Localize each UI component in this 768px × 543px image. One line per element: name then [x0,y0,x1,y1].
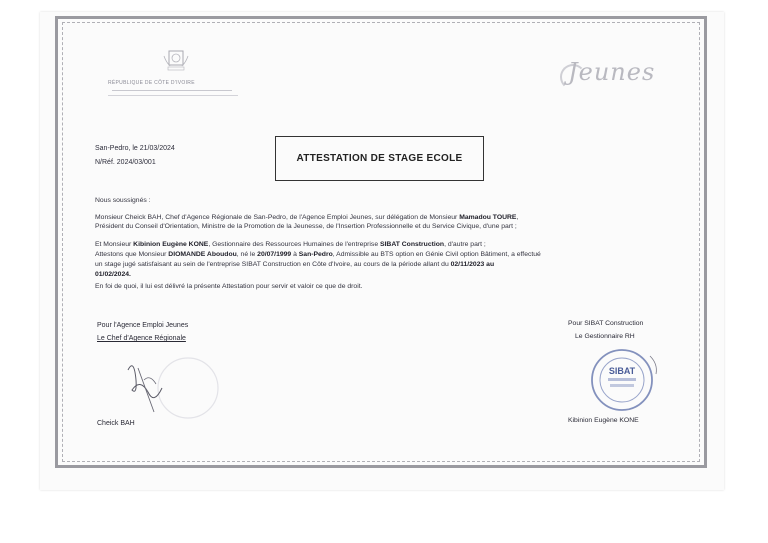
text-run: Monsieur Cheick BAH, Chef d'Agence Régionale de San-Pedro, de l'Agence Emploi Jeunes, sur délégation de Monsieur [95,214,460,221]
right-signatory-name: Kibinion Eugène KONE [568,417,639,424]
paragraph-2-line-3 [95,261,494,269]
birth-date: 20/07/1999 [257,251,292,258]
text-run: , [516,214,519,221]
paragraph-2-line-1 [95,241,486,249]
text-run: à [291,251,299,258]
birth-place: San-Pedro [298,251,333,258]
text-run: , Admissible au BTS option en Génie Civil option Bâtiment, a effectué [332,251,541,258]
closing-statement: En foi de quoi, il lui est délivré la présente Attestation pour servir et valoir ce que de droit. [95,283,363,290]
republic-label: RÉPUBLIQUE DE CÔTE D'IVOIRE [108,80,195,86]
coat-of-arms-icon [162,48,190,74]
handwritten-signature [110,350,240,420]
paragraph-2-line-2 [95,251,541,259]
hr-manager-name: Kibinion Eugène KONE [133,241,209,248]
text-run: Attestons que Monsieur [95,251,169,258]
header-rule-2 [108,95,238,96]
text-run: Et Monsieur [95,241,134,248]
company-name: SIBAT Construction [380,241,445,248]
text-run: , né le [236,251,258,258]
header-rule [112,90,232,91]
end-date: 01/02/2024. [95,271,131,278]
text-run: , d'autre part ; [444,241,486,248]
right-signatory-role: Le Gestionnaire RH [575,333,635,340]
brand-logo: Jeunes [568,58,656,86]
stamp-label: SIBAT [608,366,636,376]
start-date: 02/11/2023 [450,261,485,268]
delegate-name: Mamadou TOURE [459,214,517,221]
text-run: au [484,261,495,268]
paragraph-1-line-1 [95,214,518,222]
left-signatory-role: Le Chef d'Agence Régionale [97,335,186,342]
reference-line: N/Réf. 2024/03/001 [95,159,156,166]
text-run: un stage jugé satisfaisant au sein de l'entreprise SIBAT Construction en Côte d'Ivoire, au cours de la période allant du [95,261,451,268]
text-run: , Gestionnaire des Ressources Humaines de l'entreprise [208,241,380,248]
date-line: San-Pedro, le 21/03/2024 [95,145,175,152]
paragraph-1-line-2: Président du Conseil d'Orientation, Ministre de la Promotion de la Jeunesse, de l'Insertion Professionnelle et du Service Civique, d'une part ; [95,223,517,230]
document-title: ATTESTATION DE STAGE ECOLE [275,136,484,181]
intro-text: Nous soussignés : [95,197,151,204]
company-stamp-icon [580,344,666,414]
left-signatory-org: Pour l'Agence Emploi Jeunes [97,322,189,329]
intern-name: DIOMANDE Aboudou [168,251,237,258]
left-signatory-name: Cheick BAH [97,420,135,427]
right-signatory-org: Pour SIBAT Construction [568,320,644,327]
